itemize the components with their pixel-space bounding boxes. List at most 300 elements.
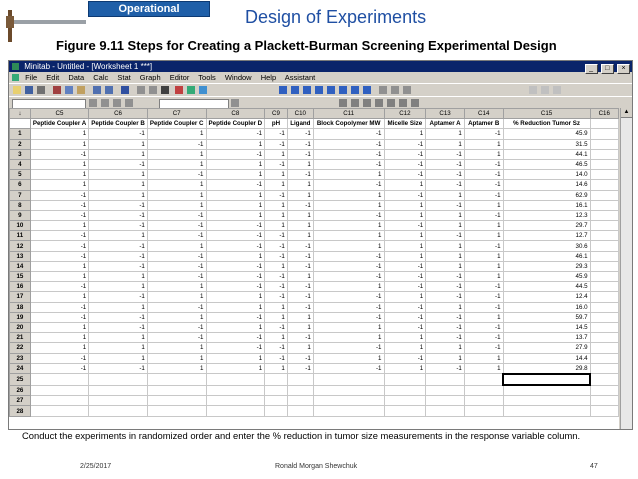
data-cell[interactable]: -1: [30, 190, 88, 200]
data-cell[interactable]: 1: [426, 302, 465, 312]
data-cell[interactable]: 1: [89, 139, 148, 149]
data-cell[interactable]: 1: [313, 200, 384, 210]
edit-graph-icon[interactable]: [529, 86, 537, 94]
data-cell[interactable]: 1: [89, 190, 148, 200]
data-cell[interactable]: [464, 396, 503, 406]
data-cell[interactable]: [503, 396, 590, 406]
row-number[interactable]: 24: [10, 363, 31, 374]
data-cell[interactable]: [590, 302, 618, 312]
data-cell[interactable]: 1: [147, 129, 206, 139]
data-window-icon[interactable]: [291, 86, 299, 94]
data-cell[interactable]: 1: [313, 170, 384, 180]
data-cell[interactable]: -1: [426, 282, 465, 292]
paste-icon[interactable]: [77, 86, 85, 94]
data-cell[interactable]: 1: [313, 282, 384, 292]
data-cell[interactable]: 1: [464, 251, 503, 261]
data-cell[interactable]: [590, 282, 618, 292]
data-cell[interactable]: [384, 385, 426, 396]
data-cell[interactable]: [30, 406, 88, 416]
column-header[interactable]: C11: [313, 109, 384, 119]
row-number[interactable]: 28: [10, 406, 31, 416]
data-cell[interactable]: 1: [30, 322, 88, 332]
data-cell[interactable]: -1: [147, 333, 206, 343]
row-number[interactable]: 1: [10, 129, 31, 139]
data-cell[interactable]: 1: [287, 210, 313, 220]
data-cell[interactable]: -1: [287, 302, 313, 312]
data-cell[interactable]: 1: [384, 251, 426, 261]
row-number[interactable]: 8: [10, 200, 31, 210]
data-cell[interactable]: -1: [147, 251, 206, 261]
column-name-cell[interactable]: % Reduction Tumor Sz: [503, 119, 590, 129]
column-header[interactable]: C8: [206, 109, 265, 119]
worksheet-menu-icon[interactable]: [12, 74, 19, 81]
data-cell[interactable]: 1: [464, 221, 503, 231]
column-header[interactable]: C5: [30, 109, 88, 119]
data-cell[interactable]: 1: [89, 302, 148, 312]
annotate-icon[interactable]: [541, 86, 549, 94]
data-cell[interactable]: [464, 385, 503, 396]
data-cell[interactable]: -1: [287, 170, 313, 180]
graph-manager-icon[interactable]: [303, 86, 311, 94]
data-cell[interactable]: -1: [265, 129, 288, 139]
row-number[interactable]: 15: [10, 272, 31, 282]
data-cell[interactable]: 12.3: [503, 210, 590, 220]
data-cell[interactable]: [384, 406, 426, 416]
undo-icon[interactable]: [93, 86, 101, 94]
data-cell[interactable]: -1: [30, 363, 88, 374]
menu-calc[interactable]: Calc: [93, 73, 109, 82]
data-cell[interactable]: 1: [147, 343, 206, 353]
row-number[interactable]: 9: [10, 210, 31, 220]
data-cell[interactable]: [590, 200, 618, 210]
column-header[interactable]: C16: [590, 109, 618, 119]
data-cell[interactable]: 1: [426, 210, 465, 220]
data-cell[interactable]: 1: [384, 343, 426, 353]
rectangle-tool-icon[interactable]: [363, 99, 371, 107]
insert-rows-icon[interactable]: [101, 99, 109, 107]
data-cell[interactable]: -1: [89, 221, 148, 231]
data-cell[interactable]: 45.9: [503, 272, 590, 282]
menu-tools[interactable]: Tools: [198, 73, 216, 82]
data-cell[interactable]: 1: [206, 322, 265, 332]
column-name-cell[interactable]: pH: [265, 119, 288, 129]
data-cell[interactable]: -1: [265, 292, 288, 302]
data-cell[interactable]: -1: [384, 159, 426, 169]
data-cell[interactable]: -1: [287, 139, 313, 149]
data-cell[interactable]: -1: [426, 149, 465, 159]
data-cell[interactable]: 1: [287, 312, 313, 322]
history-icon[interactable]: [379, 86, 387, 94]
data-cell[interactable]: [147, 396, 206, 406]
data-cell[interactable]: 16.0: [503, 302, 590, 312]
data-cell[interactable]: -1: [89, 261, 148, 271]
data-cell[interactable]: -1: [313, 312, 384, 322]
row-number[interactable]: 25: [10, 374, 31, 385]
data-cell[interactable]: 1: [265, 170, 288, 180]
menu-stat[interactable]: Stat: [117, 73, 131, 82]
data-cell[interactable]: -1: [313, 139, 384, 149]
data-cell[interactable]: [590, 261, 618, 271]
row-number[interactable]: 13: [10, 251, 31, 261]
data-cell[interactable]: -1: [426, 363, 465, 374]
data-cell[interactable]: 1: [265, 221, 288, 231]
data-cell[interactable]: 1: [265, 261, 288, 271]
down-arrow-icon[interactable]: [149, 86, 157, 94]
data-cell[interactable]: [503, 385, 590, 396]
data-cell[interactable]: -1: [287, 251, 313, 261]
data-cell[interactable]: -1: [265, 353, 288, 363]
data-cell[interactable]: [206, 406, 265, 416]
data-cell[interactable]: [590, 312, 618, 322]
data-cell[interactable]: 29.3: [503, 261, 590, 271]
data-cell[interactable]: -1: [464, 322, 503, 332]
data-cell[interactable]: -1: [464, 282, 503, 292]
data-cell[interactable]: -1: [384, 261, 426, 271]
data-cell[interactable]: -1: [30, 200, 88, 210]
data-cell[interactable]: -1: [147, 170, 206, 180]
row-number[interactable]: 23: [10, 353, 31, 363]
menu-window[interactable]: Window: [224, 73, 252, 82]
data-cell[interactable]: -1: [147, 210, 206, 220]
menu-assistant[interactable]: Assistant: [284, 73, 316, 82]
data-cell[interactable]: -1: [384, 170, 426, 180]
copy-icon[interactable]: [65, 86, 73, 94]
data-cell[interactable]: 46.1: [503, 251, 590, 261]
row-number[interactable]: 26: [10, 385, 31, 396]
data-cell[interactable]: -1: [426, 292, 465, 302]
menu-help[interactable]: Help: [260, 73, 277, 82]
row-number[interactable]: 21: [10, 333, 31, 343]
data-cell[interactable]: -1: [30, 231, 88, 241]
data-cell[interactable]: 13.7: [503, 333, 590, 343]
column-name-cell[interactable]: Peptide Coupler B: [89, 119, 148, 129]
data-cell[interactable]: [590, 210, 618, 220]
data-cell[interactable]: 1: [265, 302, 288, 312]
data-cell[interactable]: -1: [384, 272, 426, 282]
data-cell[interactable]: -1: [30, 251, 88, 261]
data-cell[interactable]: 1: [265, 312, 288, 322]
data-cell[interactable]: [426, 396, 465, 406]
data-cell[interactable]: 1: [206, 353, 265, 363]
data-cell[interactable]: 1: [265, 333, 288, 343]
data-cell[interactable]: -1: [265, 322, 288, 332]
data-cell[interactable]: 1: [464, 261, 503, 271]
data-cell[interactable]: 1: [206, 292, 265, 302]
data-cell[interactable]: -1: [287, 333, 313, 343]
data-cell[interactable]: [89, 374, 148, 385]
column-name-cell[interactable]: Aptamer B: [464, 119, 503, 129]
data-cell[interactable]: 1: [464, 272, 503, 282]
data-cell[interactable]: 59.7: [503, 312, 590, 322]
data-cell[interactable]: 1: [287, 272, 313, 282]
data-cell[interactable]: 14.6: [503, 180, 590, 190]
column-header[interactable]: C10: [287, 109, 313, 119]
data-cell[interactable]: 1: [287, 231, 313, 241]
data-cell[interactable]: -1: [89, 363, 148, 374]
data-cell[interactable]: -1: [313, 363, 384, 374]
data-cell[interactable]: -1: [313, 251, 384, 261]
data-cell[interactable]: 1: [30, 333, 88, 343]
data-cell[interactable]: 1: [89, 333, 148, 343]
data-cell[interactable]: 31.5: [503, 139, 590, 149]
data-cell[interactable]: [147, 406, 206, 416]
data-cell[interactable]: 1: [206, 170, 265, 180]
data-cell[interactable]: 1: [464, 231, 503, 241]
data-cell[interactable]: [287, 406, 313, 416]
window-titlebar[interactable]: [9, 61, 632, 72]
data-cell[interactable]: -1: [426, 231, 465, 241]
row-number[interactable]: 11: [10, 231, 31, 241]
data-cell[interactable]: 1: [384, 231, 426, 241]
data-cell[interactable]: [426, 374, 465, 385]
move-columns-icon[interactable]: [125, 99, 133, 107]
data-cell[interactable]: 62.9: [503, 190, 590, 200]
design-icon[interactable]: [351, 86, 359, 94]
data-cell[interactable]: 12.7: [503, 231, 590, 241]
data-cell[interactable]: 1: [287, 343, 313, 353]
data-cell[interactable]: [384, 396, 426, 406]
data-cell[interactable]: [206, 385, 265, 396]
data-cell[interactable]: [590, 272, 618, 282]
data-cell[interactable]: 1: [384, 333, 426, 343]
data-cell[interactable]: [287, 374, 313, 385]
data-cell[interactable]: -1: [384, 353, 426, 363]
data-cell[interactable]: -1: [206, 221, 265, 231]
data-cell[interactable]: [503, 406, 590, 416]
data-cell[interactable]: 1: [89, 180, 148, 190]
data-cell[interactable]: 1: [89, 353, 148, 363]
data-cell[interactable]: [590, 374, 618, 385]
data-cell[interactable]: 1: [265, 200, 288, 210]
name-row-header[interactable]: [10, 119, 31, 129]
data-cell[interactable]: -1: [287, 261, 313, 271]
data-cell[interactable]: [464, 374, 503, 385]
marker-tool-icon[interactable]: [411, 99, 419, 107]
data-cell[interactable]: -1: [287, 149, 313, 159]
menu-edit[interactable]: Edit: [46, 73, 60, 82]
data-cell[interactable]: -1: [426, 272, 465, 282]
zoom-icon[interactable]: [231, 99, 239, 107]
row-number[interactable]: 10: [10, 221, 31, 231]
row-number[interactable]: 7: [10, 190, 31, 200]
data-cell[interactable]: -1: [147, 322, 206, 332]
data-cell[interactable]: 1: [30, 159, 88, 169]
data-cell[interactable]: [426, 385, 465, 396]
data-cell[interactable]: 1: [30, 170, 88, 180]
data-cell[interactable]: 1: [147, 363, 206, 374]
data-cell[interactable]: 1: [384, 200, 426, 210]
data-cell[interactable]: 1: [426, 261, 465, 271]
data-cell[interactable]: [89, 406, 148, 416]
data-cell[interactable]: -1: [206, 129, 265, 139]
data-cell[interactable]: [265, 406, 288, 416]
menu-file[interactable]: File: [25, 73, 38, 82]
data-cell[interactable]: [590, 231, 618, 241]
data-cell[interactable]: -1: [265, 190, 288, 200]
data-cell[interactable]: -1: [30, 302, 88, 312]
data-cell[interactable]: 1: [313, 241, 384, 251]
data-cell[interactable]: -1: [265, 241, 288, 251]
data-cell[interactable]: 1: [265, 210, 288, 220]
data-cell[interactable]: -1: [89, 200, 148, 210]
data-cell[interactable]: -1: [426, 180, 465, 190]
close-all-graphs-icon[interactable]: [391, 86, 399, 94]
data-cell[interactable]: -1: [313, 302, 384, 312]
data-cell[interactable]: 1: [147, 159, 206, 169]
data-cell[interactable]: [89, 385, 148, 396]
data-cell[interactable]: -1: [313, 292, 384, 302]
data-cell[interactable]: 1: [426, 139, 465, 149]
data-cell[interactable]: -1: [287, 200, 313, 210]
data-cell[interactable]: [590, 396, 618, 406]
data-cell[interactable]: 1: [384, 210, 426, 220]
pencil-icon[interactable]: [553, 86, 561, 94]
arrow-pointer-icon[interactable]: [339, 99, 347, 107]
data-cell[interactable]: -1: [384, 221, 426, 231]
data-cell[interactable]: 1: [206, 139, 265, 149]
data-cell[interactable]: -1: [147, 302, 206, 312]
data-cell[interactable]: [590, 129, 618, 139]
data-cell[interactable]: [590, 139, 618, 149]
data-cell[interactable]: 45.9: [503, 129, 590, 139]
minimize-button[interactable]: _: [585, 64, 598, 74]
data-cell[interactable]: -1: [147, 261, 206, 271]
redo-icon[interactable]: [105, 86, 113, 94]
data-cell[interactable]: -1: [30, 241, 88, 251]
close-button[interactable]: ×: [617, 64, 630, 74]
data-cell[interactable]: 1: [313, 322, 384, 332]
data-cell[interactable]: 1: [89, 282, 148, 292]
data-cell[interactable]: 1: [426, 129, 465, 139]
data-cell[interactable]: 1: [30, 139, 88, 149]
data-cell[interactable]: -1: [206, 241, 265, 251]
related-docs-icon[interactable]: [339, 86, 347, 94]
data-cell[interactable]: -1: [30, 210, 88, 220]
data-cell[interactable]: [590, 343, 618, 353]
data-cell[interactable]: -1: [313, 261, 384, 271]
data-cell[interactable]: 1: [384, 129, 426, 139]
data-cell[interactable]: 1: [313, 221, 384, 231]
data-cell[interactable]: -1: [313, 210, 384, 220]
data-cell[interactable]: 1: [30, 129, 88, 139]
print-icon[interactable]: [37, 86, 45, 94]
data-cell[interactable]: 1: [206, 363, 265, 374]
brush-icon[interactable]: [403, 86, 411, 94]
data-cell[interactable]: [265, 374, 288, 385]
data-cell[interactable]: -1: [426, 333, 465, 343]
data-cell[interactable]: -1: [384, 190, 426, 200]
data-cell[interactable]: -1: [287, 129, 313, 139]
row-number[interactable]: 4: [10, 159, 31, 169]
data-cell[interactable]: 16.1: [503, 200, 590, 210]
column-name-cell[interactable]: Micelle Size: [384, 119, 426, 129]
data-cell[interactable]: 1: [147, 282, 206, 292]
data-cell[interactable]: -1: [30, 312, 88, 322]
column-header[interactable]: C14: [464, 109, 503, 119]
data-cell[interactable]: -1: [265, 272, 288, 282]
data-cell[interactable]: [30, 385, 88, 396]
column-header[interactable]: C15: [503, 109, 590, 119]
insert-columns-icon[interactable]: [113, 99, 121, 107]
data-cell[interactable]: 1: [30, 221, 88, 231]
cut-icon[interactable]: [53, 86, 61, 94]
data-cell[interactable]: 1: [287, 159, 313, 169]
row-number[interactable]: 5: [10, 170, 31, 180]
data-cell[interactable]: -1: [287, 363, 313, 374]
insert-cells-icon[interactable]: [89, 99, 97, 107]
data-cell[interactable]: [287, 396, 313, 406]
data-cell[interactable]: -1: [287, 292, 313, 302]
data-cell[interactable]: 1: [147, 190, 206, 200]
text-tool-icon[interactable]: [351, 99, 359, 107]
data-cell[interactable]: [590, 385, 618, 396]
data-cell[interactable]: -1: [384, 322, 426, 332]
data-cell[interactable]: 1: [313, 190, 384, 200]
data-cell[interactable]: -1: [206, 180, 265, 190]
data-cell[interactable]: [313, 396, 384, 406]
data-cell[interactable]: 1: [206, 302, 265, 312]
column-name-cell[interactable]: Ligand: [287, 119, 313, 129]
row-number[interactable]: 2: [10, 139, 31, 149]
data-cell[interactable]: 1: [265, 149, 288, 159]
data-cell[interactable]: -1: [265, 282, 288, 292]
data-cell[interactable]: 1: [426, 241, 465, 251]
data-cell[interactable]: 1: [30, 292, 88, 302]
data-cell[interactable]: -1: [206, 312, 265, 322]
data-cell[interactable]: [590, 221, 618, 231]
maximize-button[interactable]: □: [601, 64, 614, 74]
data-cell[interactable]: -1: [287, 353, 313, 363]
data-cell[interactable]: -1: [426, 322, 465, 332]
data-cell[interactable]: 1: [89, 170, 148, 180]
column-header[interactable]: C13: [426, 109, 465, 119]
data-cell[interactable]: 1: [384, 180, 426, 190]
data-cell[interactable]: -1: [384, 139, 426, 149]
data-cell[interactable]: -1: [464, 333, 503, 343]
data-cell[interactable]: -1: [426, 312, 465, 322]
data-cell[interactable]: [147, 385, 206, 396]
data-cell[interactable]: -1: [426, 200, 465, 210]
stop-icon[interactable]: [175, 86, 183, 94]
data-cell[interactable]: -1: [464, 241, 503, 251]
column-name-cell[interactable]: Peptide Coupler D: [206, 119, 265, 129]
data-cell[interactable]: 1: [287, 190, 313, 200]
data-cell[interactable]: 1: [464, 139, 503, 149]
data-cell[interactable]: 1: [206, 210, 265, 220]
data-cell[interactable]: 1: [464, 312, 503, 322]
data-cell[interactable]: [590, 190, 618, 200]
data-cell[interactable]: 1: [287, 180, 313, 190]
data-cell[interactable]: 44.1: [503, 149, 590, 159]
data-cell[interactable]: [590, 149, 618, 159]
data-cell[interactable]: [503, 374, 590, 385]
data-cell[interactable]: 1: [30, 343, 88, 353]
data-cell[interactable]: -1: [464, 302, 503, 312]
data-cell[interactable]: 14.5: [503, 322, 590, 332]
data-cell[interactable]: 1: [313, 333, 384, 343]
data-cell[interactable]: -1: [147, 139, 206, 149]
data-cell[interactable]: 44.5: [503, 282, 590, 292]
graph-icon[interactable]: [199, 86, 207, 94]
data-cell[interactable]: 1: [147, 149, 206, 159]
up-arrow-icon[interactable]: [137, 86, 145, 94]
data-cell[interactable]: [265, 385, 288, 396]
data-cell[interactable]: 1: [206, 190, 265, 200]
data-cell[interactable]: 1: [206, 159, 265, 169]
data-cell[interactable]: [30, 396, 88, 406]
data-cell[interactable]: 12.4: [503, 292, 590, 302]
data-cell[interactable]: -1: [464, 129, 503, 139]
